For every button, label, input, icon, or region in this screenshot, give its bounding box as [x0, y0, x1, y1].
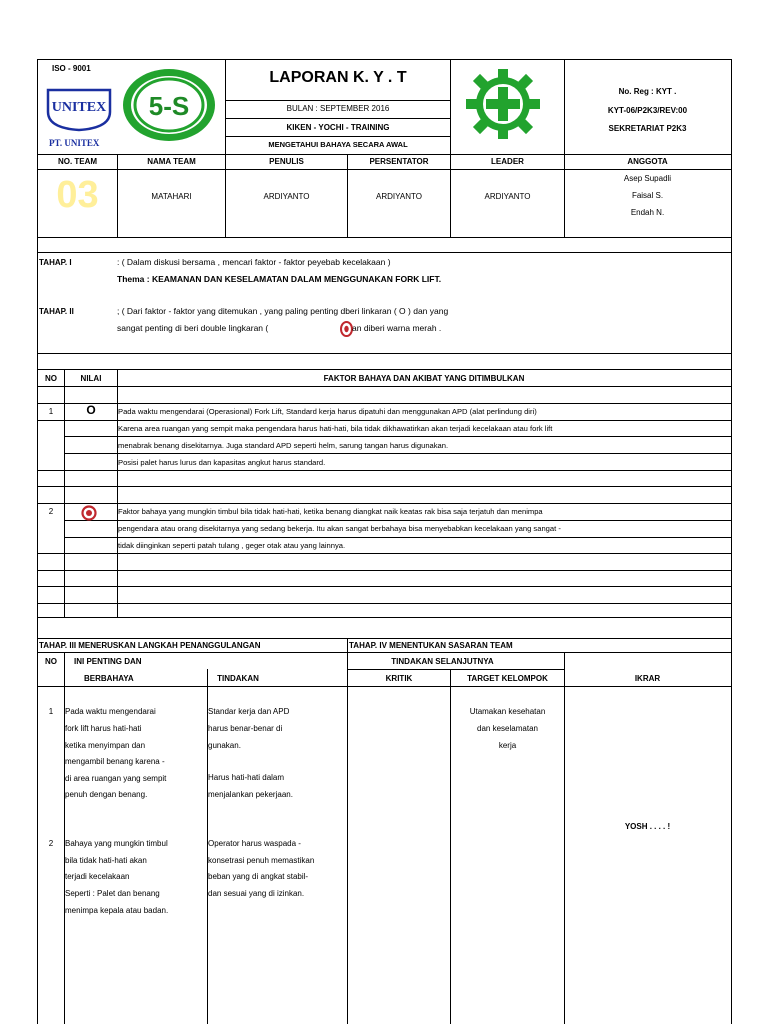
stage2-line2a: sangat penting di beri double lingkaran ( — [117, 323, 269, 333]
stage1-text: : ( Dalam diskusi bersama , mencari faktor - faktor peyebab kecelakaan ) — [117, 257, 391, 267]
team-member: Endah N. — [630, 208, 665, 217]
factor-line: Faktor bahaya yang mungkin timbul bila tidak hati-hati, ketika benang diangkat naik keatas rak bisa saja terjatuh dan menimpa — [118, 507, 543, 516]
action-line: menjalankan pekerjaan. — [208, 790, 293, 799]
factor-row-no: 1 — [48, 407, 54, 416]
stage2-line1: ; ( Dari faktor - faktor yang ditemukan , yang paling penting dberi linkaran ( O ) dan yang — [117, 306, 449, 316]
secretariat: SEKRETARIAT P2K3 — [608, 124, 687, 133]
iso-label: ISO - 9001 — [52, 64, 91, 73]
hazard-line: mengambil benang karena - — [65, 757, 165, 766]
unitex-logo — [46, 86, 112, 132]
hazard-line: penuh dengan benang. — [65, 790, 148, 799]
action-line: gunakan. — [208, 741, 241, 750]
stage3-header-action: TINDAKAN — [217, 674, 259, 683]
action-line: beban yang di angkat stabil- — [208, 872, 309, 881]
team-header-presenter: PERSENTATOR — [369, 157, 429, 166]
hazard-line: ketika menyimpan dan — [65, 741, 146, 750]
target-line: Utamakan kesehatan — [469, 707, 546, 716]
factor-row-no: 2 — [48, 507, 54, 516]
report-title: LAPORAN K. Y . T — [269, 69, 407, 86]
stage4-header-target: TARGET KELOMPOK — [467, 674, 548, 683]
stage3-label: TAHAP. III MENERUSKAN LANGKAH PENANGGULANGAN — [39, 641, 261, 650]
action-line: Operator harus waspada - — [208, 839, 301, 848]
stage3-row-no: 2 — [48, 839, 54, 848]
single-circle-mark: O — [86, 403, 96, 417]
factors-header-factor: FAKTOR BAHAYA DAN AKIBAT YANG DITIMBULKAN — [323, 374, 525, 383]
team-presenter: ARDIYANTO — [376, 192, 422, 201]
hazard-line: bila tidak hati-hati akan — [65, 856, 147, 865]
factor-line: pengendara atau orang disekitarnya yang sedang bekerja. Itu akan sangat berbahaya bisa menyebabkan kecelakaan yang sangat - — [118, 524, 561, 533]
team-header-leader: LEADER — [491, 157, 524, 166]
stage4-header-critique: KRITIK — [385, 674, 413, 683]
action-line: Standar kerja dan APD — [208, 707, 290, 716]
double-circle-red-icon — [81, 505, 97, 521]
team-header-no: NO. TEAM — [57, 157, 98, 166]
green-cross-gear-icon — [462, 67, 544, 141]
stage2-line2b: an diberi warna merah . — [352, 323, 442, 333]
hazard-line: fork lift harus hati-hati — [65, 724, 142, 733]
company-name: PT. UNITEX — [49, 138, 100, 148]
hazard-line: terjadi kecelakaan — [65, 872, 130, 881]
target-line: kerja — [498, 741, 517, 750]
factors-header-no: NO — [45, 374, 57, 383]
five-s-logo-text: 5-S — [148, 91, 190, 121]
factor-line: menabrak benang disekitarnya. Juga standard APD seperti helm, sarung tangan harus digunakan. — [118, 441, 449, 450]
report-month: BULAN : SEPTEMBER 2016 — [286, 104, 390, 113]
stage4-label: TAHAP. IV MENENTUKAN SASARAN TEAM — [349, 641, 513, 650]
stage1-theme: Thema : KEAMANAN DAN KESELAMATAN DALAM MENGGUNAKAN FORK LIFT. — [117, 274, 442, 284]
team-header-members: ANGGOTA — [627, 157, 668, 166]
stage3-header-important: INI PENTING DAN — [74, 657, 142, 666]
action-line: Harus hati-hati dalam — [208, 773, 285, 782]
doc-code: KYT-06/P2K3/REV:00 — [607, 106, 688, 115]
team-writer: ARDIYANTO — [263, 192, 310, 201]
target-line: dan keselamatan — [477, 724, 538, 733]
stage4-header-pledge: IKRAR — [634, 674, 661, 683]
stage2-label: TAHAP. II — [39, 307, 74, 316]
factor-line: Pada waktu mengendarai (Operasional) Fork Lift, Standard kerja harus dipatuhi dan menggunakan APD (alat perlindung diri) — [118, 407, 537, 416]
stage3-header-dangerous: BERBAHAYA — [84, 674, 134, 683]
factor-line: tidak diinginkan seperti patah tulang , geger otak atau yang lainnya. — [118, 541, 346, 550]
team-header-name: NAMA TEAM — [147, 157, 196, 166]
hazard-line: Seperti : Palet dan benang — [65, 889, 160, 898]
team-header-writer: PENULIS — [269, 157, 304, 166]
hazard-line: menimpa kepala atau badan. — [65, 906, 169, 915]
stage4-header-next-action: TINDAKAN SELANJUTNYA — [391, 657, 494, 666]
stage1-label: TAHAP. I — [39, 258, 72, 267]
unitex-logo-text: UNITEX — [51, 100, 107, 115]
report-subtitle-2: MENGETAHUI BAHAYA SECARA AWAL — [268, 140, 408, 149]
stage3-header-no: NO — [45, 657, 57, 666]
report-subtitle: KIKEN - YOCHI - TRAINING — [286, 123, 390, 132]
team-name: MATAHARI — [151, 192, 192, 201]
action-line: konsetrasi penuh memastikan — [208, 856, 315, 865]
team-leader: ARDIYANTO — [484, 192, 531, 201]
action-line: dan sesuai yang di izinkan. — [208, 889, 305, 898]
team-member: Asep Supadli — [623, 174, 672, 183]
factor-line: Karena area ruangan yang sempit maka pengendara harus hati-hati, bila tidak dikhawatirkan akan terjadi kecelakaan atau fork lift — [118, 424, 553, 433]
team-number: 03 — [56, 174, 99, 216]
factor-line: Posisi palet harus lurus dan kapasitas angkut harus standard. — [118, 458, 326, 467]
action-line: harus benar-benar di — [208, 724, 283, 733]
hazard-line: di area ruangan yang sempit — [65, 774, 167, 783]
hazard-line: Bahaya yang mungkin timbul — [65, 839, 168, 848]
pledge-text: YOSH . . . . ! — [624, 822, 671, 831]
team-member: Faisal S. — [631, 191, 664, 200]
factors-header-value: NILAI — [80, 374, 102, 383]
reg-number: No. Reg : KYT . — [618, 87, 677, 96]
five-s-logo — [120, 66, 218, 144]
hazard-line: Pada waktu mengendarai — [65, 707, 156, 716]
stage3-row-no: 1 — [48, 707, 54, 716]
